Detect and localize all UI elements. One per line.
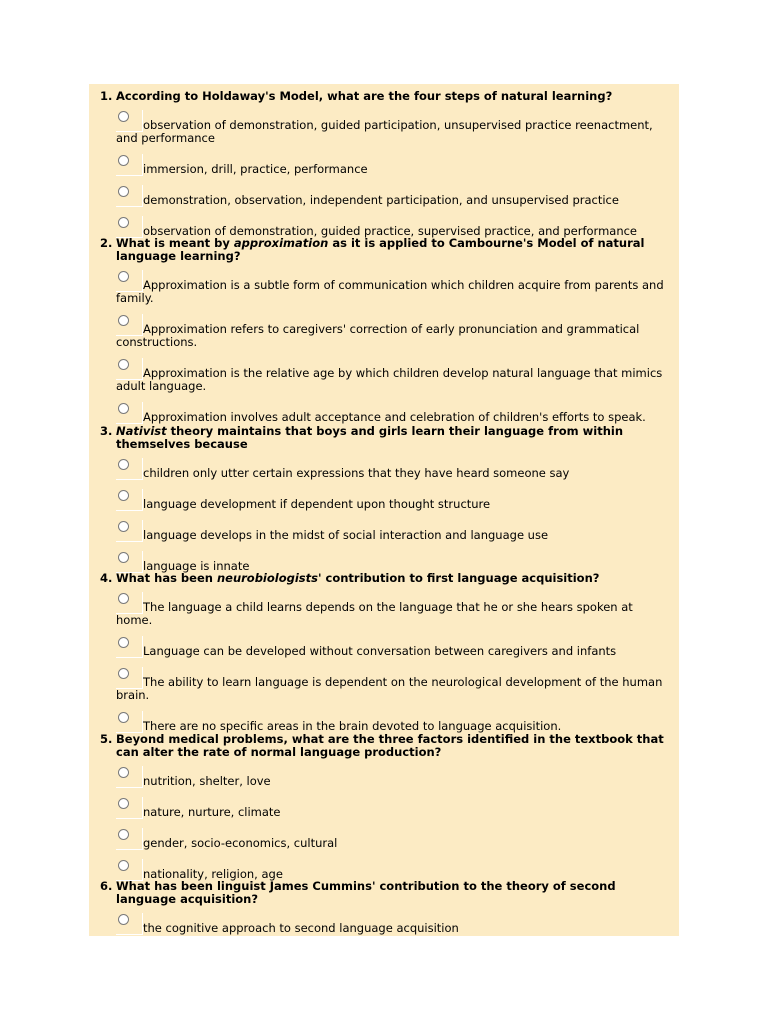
radio-button[interactable] (118, 217, 129, 228)
option-label: the cognitive approach to second language acquisition (143, 921, 459, 935)
option-list (89, 458, 679, 573)
option-6a (89, 913, 679, 935)
question-number: 1. (100, 89, 113, 103)
radio-button[interactable] (118, 155, 129, 166)
option-label: Approximation involves adult acceptance and celebration of children's efforts to speak. (143, 410, 646, 424)
option-1c (89, 185, 679, 207)
radio-button[interactable] (118, 521, 129, 532)
question-1-prompt (89, 90, 679, 103)
question-3-prompt (89, 425, 679, 451)
option-1b (89, 154, 679, 176)
option-label: Approximation is the relative age by which children develop natural language that mimics adult language. (116, 366, 663, 393)
option-label: Approximation refers to caregivers' correction of early pronunciation and grammatical constructions. (116, 322, 640, 349)
question-4 (89, 572, 679, 742)
option-label: children only utter certain expressions that they have heard someone say (143, 466, 570, 480)
question-4-prompt (89, 572, 679, 585)
question-text: as it is applied to Cambourne's Model of natural language learning? (116, 236, 645, 263)
option-label: gender, socio-economics, cultural (143, 836, 338, 850)
question-number: 2. (100, 236, 113, 250)
question-text: What is meant by (116, 236, 234, 250)
option-2a (89, 270, 679, 305)
option-2d (89, 402, 679, 424)
option-2c (89, 358, 679, 393)
option-4b (89, 636, 679, 658)
option-label: observation of demonstration, guided participation, unsupervised practice reenactment, and performance (116, 118, 653, 145)
option-list (89, 270, 679, 424)
option-5c (89, 828, 679, 850)
radio-button[interactable] (118, 459, 129, 470)
question-emphasis: Nativist (116, 424, 167, 438)
radio-button[interactable] (118, 403, 129, 414)
radio-button[interactable] (118, 359, 129, 370)
question-text: What has been (116, 571, 217, 585)
option-5b (89, 797, 679, 819)
option-3a (89, 458, 679, 480)
option-list (89, 592, 679, 733)
question-1 (89, 90, 679, 247)
radio-button[interactable] (118, 914, 129, 925)
radio-button[interactable] (118, 829, 129, 840)
question-text: theory maintains that boys and girls learn their language from within themselves because (116, 424, 624, 451)
question-3 (89, 425, 679, 582)
question-text: According to Holdaway's Model, what are the four steps of natural learning? (116, 89, 613, 103)
radio-button[interactable] (118, 860, 129, 871)
option-list (89, 766, 679, 881)
question-6-prompt (89, 880, 679, 906)
option-label: nationality, religion, age (143, 867, 283, 881)
question-6 (89, 880, 679, 936)
option-5d (89, 859, 679, 881)
question-text: What has been linguist James Cummins' contribution to the theory of second language acquisition? (116, 879, 616, 906)
option-2b (89, 314, 679, 349)
option-3c (89, 520, 679, 542)
radio-button[interactable] (118, 798, 129, 809)
option-label: There are no specific areas in the brain devoted to language acquisition. (143, 719, 562, 733)
option-label: language development if dependent upon thought structure (143, 497, 491, 511)
option-4a (89, 592, 679, 627)
option-label: Approximation is a subtle form of communication which children acquire from parents and family. (116, 278, 664, 305)
option-label: Language can be developed without conversation between caregivers and infants (143, 644, 617, 658)
radio-button[interactable] (118, 637, 129, 648)
radio-button[interactable] (118, 712, 129, 723)
option-label: The ability to learn language is dependent on the neurological development of the human brain. (116, 675, 663, 702)
question-number: 6. (100, 879, 113, 893)
option-label: The language a child learns depends on the language that he or she hears spoken at home. (116, 600, 633, 627)
option-list (89, 913, 679, 935)
question-number: 5. (100, 732, 113, 746)
radio-button[interactable] (118, 186, 129, 197)
question-text: Beyond medical problems, what are the three factors identified in the textbook that can alter the rate of normal language production? (116, 732, 664, 759)
question-number: 4. (100, 571, 113, 585)
radio-button[interactable] (118, 490, 129, 501)
option-label: immersion, drill, practice, performance (143, 162, 368, 176)
option-list (89, 110, 679, 238)
radio-button[interactable] (118, 668, 129, 679)
radio-button[interactable] (118, 767, 129, 778)
question-2 (89, 237, 679, 433)
option-5a (89, 766, 679, 788)
option-label: language is innate (143, 559, 250, 573)
option-1a (89, 110, 679, 145)
radio-button[interactable] (118, 593, 129, 604)
radio-button[interactable] (118, 315, 129, 326)
question-5 (89, 733, 679, 890)
option-4d (89, 711, 679, 733)
question-emphasis: approximation (233, 236, 329, 250)
option-label: nutrition, shelter, love (143, 774, 271, 788)
radio-button[interactable] (118, 271, 129, 282)
option-3b (89, 489, 679, 511)
option-3d (89, 551, 679, 573)
option-label: demonstration, observation, independent participation, and unsupervised practice (143, 193, 619, 207)
radio-button[interactable] (118, 111, 129, 122)
option-4c (89, 667, 679, 702)
option-label: language develops in the midst of social interaction and language use (143, 528, 549, 542)
question-5-prompt (89, 733, 679, 759)
quiz-panel (89, 84, 679, 936)
option-label: nature, nurture, climate (143, 805, 281, 819)
question-2-prompt (89, 237, 679, 263)
option-1d (89, 216, 679, 238)
option-label: observation of demonstration, guided practice, supervised practice, and performance (143, 224, 638, 238)
radio-button[interactable] (118, 552, 129, 563)
question-emphasis: neurobiologists' (216, 571, 322, 585)
question-text: contribution to first language acquisition? (321, 571, 600, 585)
question-number: 3. (100, 424, 113, 438)
